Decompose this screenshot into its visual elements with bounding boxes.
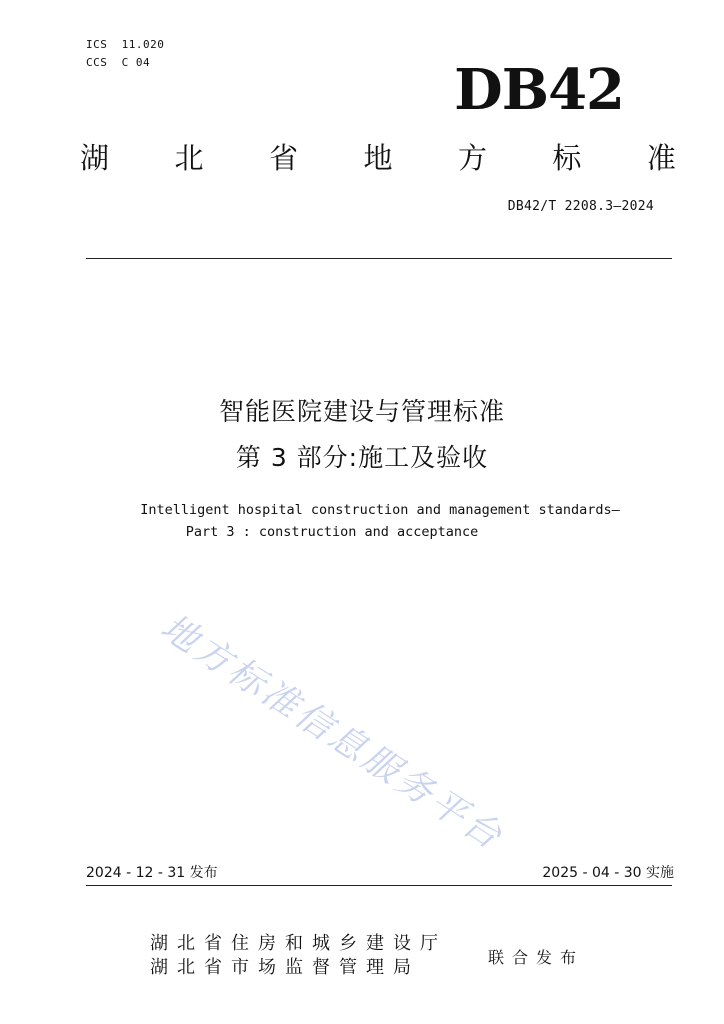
publisher-block bbox=[150, 932, 447, 980]
document-title-en-line2: Part 3 : construction and acceptance bbox=[185, 524, 479, 540]
bottom-divider bbox=[86, 885, 672, 886]
document-title-cn-line1: 智能医院建设与管理标准 bbox=[218, 397, 505, 426]
standard-type-title bbox=[80, 140, 676, 176]
standard-code-logo: DB42 bbox=[454, 57, 624, 123]
watermark-text: 地方标准信息服务平台 bbox=[153, 606, 512, 859]
publisher-line2: 湖北省市场监督管理局 bbox=[150, 957, 420, 978]
title-char: 方 bbox=[457, 141, 487, 175]
title-char: 地 bbox=[363, 141, 393, 175]
top-divider bbox=[86, 258, 672, 259]
ccs-code: CCS C 04 bbox=[86, 56, 151, 69]
document-title-cn-line2: 第 3 部分:施工及验收 bbox=[235, 443, 489, 472]
title-char: 准 bbox=[646, 141, 676, 175]
title-char: 标 bbox=[552, 141, 582, 175]
title-char: 北 bbox=[174, 141, 204, 175]
joint-release-label: 联合发布 bbox=[488, 948, 585, 967]
title-char: 省 bbox=[268, 141, 298, 175]
standard-number: DB42/T 2208.3—2024 bbox=[507, 199, 654, 214]
title-char: 湖 bbox=[80, 141, 110, 175]
ics-code: ICS 11.020 bbox=[86, 38, 165, 51]
document-title-en-line1: Intelligent hospital construction and management standards— bbox=[140, 502, 620, 518]
classification-codes bbox=[86, 36, 164, 72]
issue-date: 2024 - 12 - 31 发布 bbox=[86, 865, 218, 881]
publisher-line1: 湖北省住房和城乡建设厅 bbox=[150, 933, 447, 954]
implementation-date: 2025 - 04 - 30 实施 bbox=[542, 865, 674, 881]
